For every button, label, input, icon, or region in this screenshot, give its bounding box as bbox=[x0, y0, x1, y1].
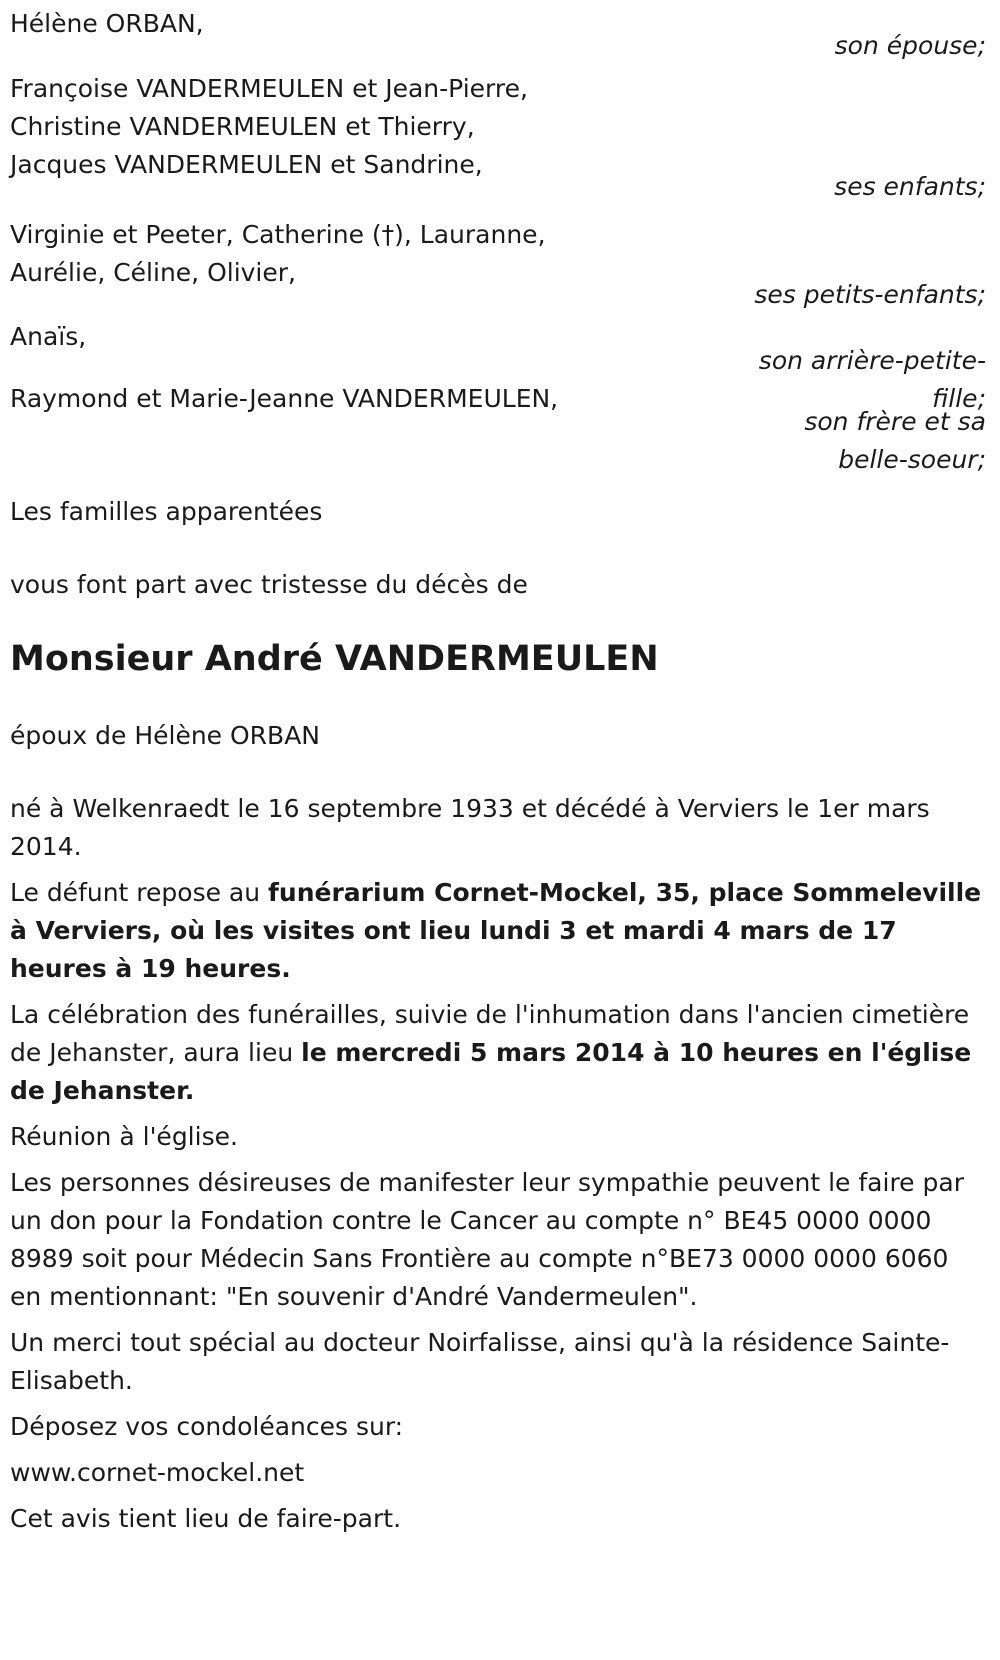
spouse-role: son épouse; bbox=[834, 31, 986, 60]
grandchild-line: Virginie et Peeter, Catherine (†), Lauranne, bbox=[10, 220, 546, 249]
great-grandchild-role-line-2: fille; bbox=[932, 384, 986, 413]
great-grandchild-role-line-1: son arrière-petite- bbox=[758, 346, 986, 375]
reunion-text: Réunion à l'église. bbox=[10, 1122, 238, 1151]
family-group-children bbox=[10, 70, 986, 206]
sibling-role bbox=[656, 403, 986, 479]
grandchild-line: Aurélie, Céline, Olivier, bbox=[10, 258, 296, 287]
birth-death-text: né à Welkenraedt le 16 septembre 1933 et décédé à Verviers le 1er mars 2014. bbox=[10, 794, 930, 861]
celebration-paragraph bbox=[10, 996, 986, 1110]
condolences-text: Déposez vos condoléances sur: bbox=[10, 1412, 404, 1441]
family-group-sibling bbox=[10, 380, 986, 479]
repose-details: funérarium Cornet-Mockel, 35, place Sommeleville à Verviers, où les visites ont lieu lundi 3 et mardi 4 mars de 17 heures à 19 heures. bbox=[10, 878, 982, 983]
repose-paragraph bbox=[10, 874, 986, 988]
great-grandchild-name: Anaïs, bbox=[10, 322, 87, 351]
children-role: ses enfants; bbox=[834, 172, 986, 201]
child-line: Jacques VANDERMEULEN et Sandrine, bbox=[10, 150, 483, 179]
faire-part-text: Cet avis tient lieu de faire-part. bbox=[10, 1504, 402, 1533]
related-families: Les familles apparentées bbox=[10, 497, 323, 526]
child-line: Françoise VANDERMEULEN et Jean-Pierre, bbox=[10, 74, 528, 103]
grandchildren-role: ses petits-enfants; bbox=[754, 280, 986, 309]
celebration-prefix: La célébration des funérailles, suivie de l'inhumation dans l'ancien cimetière de Jehanster, aura lieu bbox=[10, 1000, 970, 1067]
family-group-grandchildren bbox=[10, 216, 986, 314]
intro-text: vous font part avec tristesse du décès de bbox=[10, 570, 528, 599]
sibling-role-line-2: belle-soeur; bbox=[838, 445, 986, 474]
thanks-paragraph: Un merci tout spécial au docteur Noirfalisse, ainsi qu'à la résidence Sainte-Elisabeth. bbox=[10, 1328, 950, 1395]
spouse-name: Hélène ORBAN, bbox=[10, 9, 204, 38]
sibling-name: Raymond et Marie-Jeanne VANDERMEULEN, bbox=[10, 384, 559, 413]
donation-paragraph: Les personnes désireuses de manifester leur sympathie peuvent le faire par un don pour la Fondation contre le Cancer au compte n° BE45 0000 0000 8989 soit pour Médecin Sans Frontière au compte n°BE73 0000 0000 6060 en mentionnant: "En souvenir d'André Vandermeulen". bbox=[10, 1168, 964, 1311]
child-line: Christine VANDERMEULEN et Thierry, bbox=[10, 112, 475, 141]
family-group-spouse bbox=[10, 5, 986, 65]
sibling-role-line-1: son frère et sa bbox=[804, 407, 986, 436]
website-link[interactable]: www.cornet-mockel.net bbox=[10, 1458, 305, 1487]
repose-prefix: Le défunt repose au bbox=[10, 878, 269, 907]
spouse-line: époux de Hélène ORBAN bbox=[10, 721, 321, 750]
celebration-details: le mercredi 5 mars 2014 à 10 heures en l'église de Jehanster. bbox=[10, 1038, 972, 1105]
deceased-name: Monsieur André VANDERMEULEN bbox=[10, 639, 659, 679]
